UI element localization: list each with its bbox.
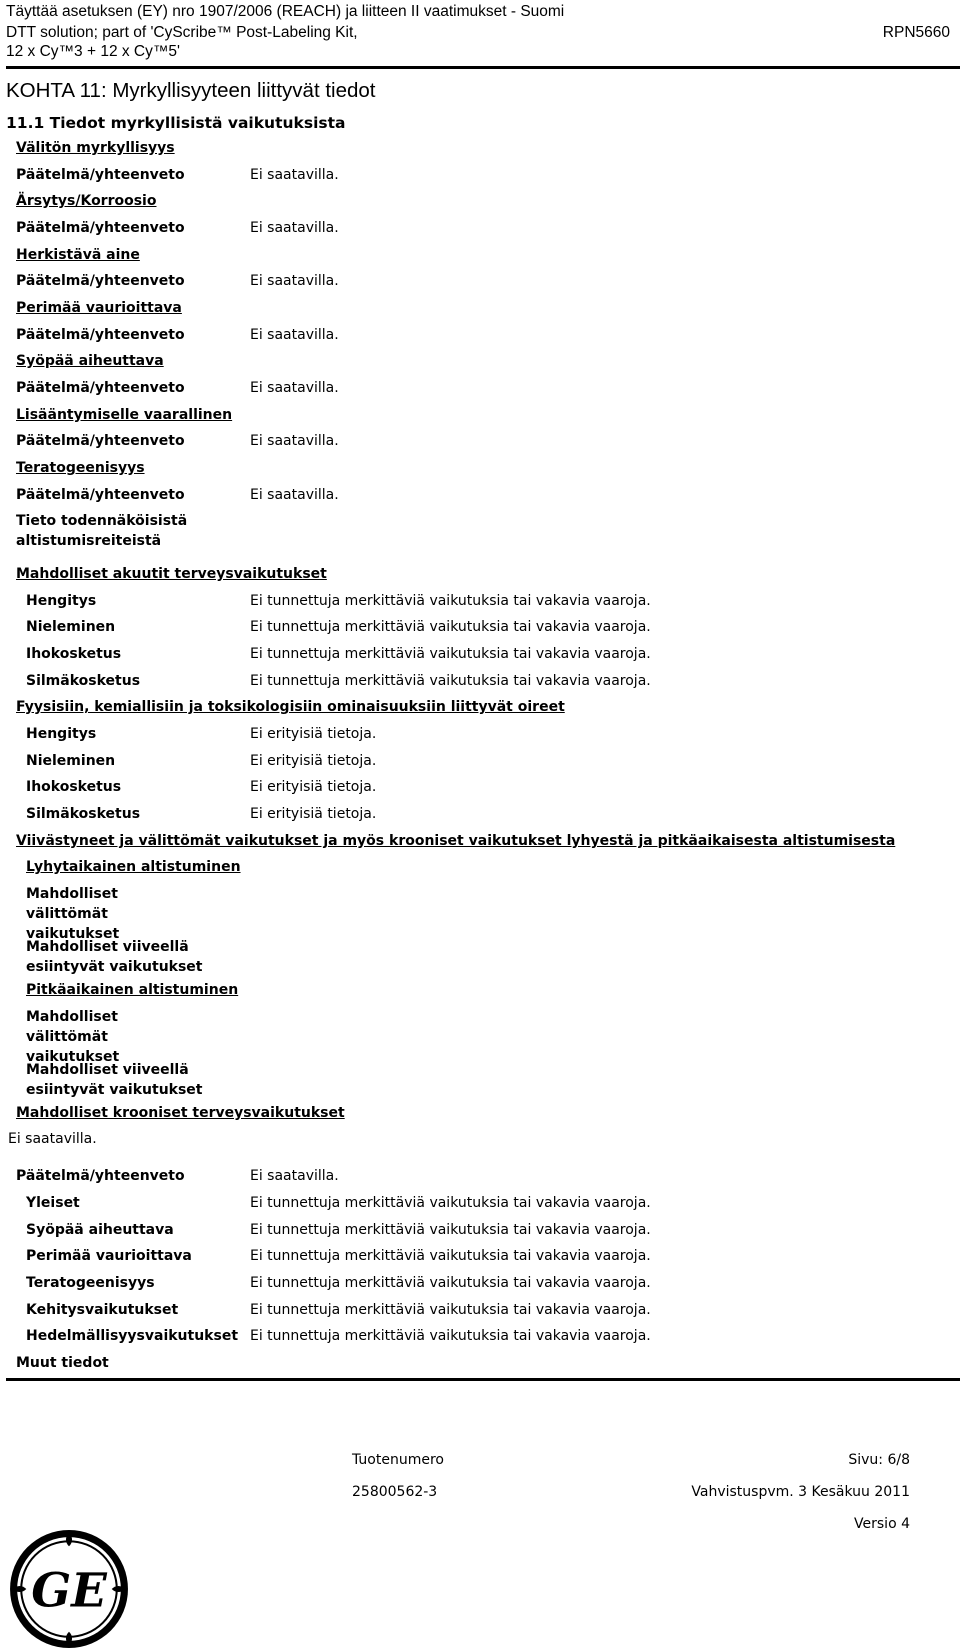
reproductive-summary-label: Päätelmä/yhteenveto	[16, 433, 185, 449]
sensitizer-heading: Herkistävä aine	[16, 247, 140, 263]
chronic-value: Ei tunnettuja merkittäviä vaikutuksia tai vakavia vaaroja.	[250, 1328, 651, 1344]
sensitizer-summary-value: Ei saatavilla.	[250, 273, 339, 289]
product-code: RPN5660	[882, 24, 950, 41]
teratogenicity-heading: Teratogeenisyys	[16, 460, 145, 476]
long-delayed-label: Mahdolliset viiveellä esiintyvät vaikutukset	[26, 1062, 203, 1098]
symptoms-label: Silmäkosketus	[26, 806, 141, 822]
acute-effects-label: Ihokosketus	[26, 646, 122, 662]
symptoms-label: Nieleminen	[26, 753, 116, 769]
approval-date: Vahvistuspvm. 3 Kesäkuu 2011	[691, 1484, 910, 1500]
carcinogenicity-summary-value: Ei saatavilla.	[250, 380, 339, 396]
symptoms-label: Hengitys	[26, 726, 97, 742]
symptoms-value: Ei erityisiä tietoja.	[250, 726, 377, 742]
chronic-note: Ei saatavilla.	[8, 1131, 97, 1147]
teratogenicity-summary-value: Ei saatavilla.	[250, 487, 339, 503]
other-info-label: Muut tiedot	[16, 1355, 109, 1371]
irritation-summary-value: Ei saatavilla.	[250, 220, 339, 236]
carcinogenicity-heading: Syöpää aiheuttava	[16, 353, 164, 369]
chronic-label: Kehitysvaikutukset	[26, 1302, 179, 1318]
irritation-heading: Ärsytys/Korroosio	[16, 193, 157, 209]
teratogenicity-summary-label: Päätelmä/yhteenveto	[16, 487, 185, 503]
chronic-label: Yleiset	[26, 1195, 80, 1211]
acute-toxicity-heading: Välitön myrkyllisyys	[16, 140, 175, 156]
acute-effects-label: Silmäkosketus	[26, 673, 141, 689]
chronic-summary-label: Päätelmä/yhteenveto	[16, 1168, 185, 1184]
irritation-summary-label: Päätelmä/yhteenveto	[16, 220, 185, 236]
subsection-title: 11.1 Tiedot myrkyllisistä vaikutuksista	[6, 114, 346, 132]
product-number: 25800562-3	[352, 1484, 438, 1500]
chronic-value: Ei tunnettuja merkittäviä vaikutuksia tai vakavia vaaroja.	[250, 1248, 651, 1264]
chronic-label: Hedelmällisyysvaikutukset	[26, 1328, 239, 1344]
chronic-effects-heading: Mahdolliset krooniset terveysvaikutukset	[16, 1105, 345, 1121]
chronic-value: Ei tunnettuja merkittäviä vaikutuksia tai vakavia vaaroja.	[250, 1222, 651, 1238]
section-title: KOHTA 11: Myrkyllisyyteen liittyvät tiedot	[6, 79, 376, 102]
acute-effects-heading: Mahdolliset akuutit terveysvaikutukset	[16, 566, 327, 582]
acute-effects-value: Ei tunnettuja merkittäviä vaikutuksia tai vakavia vaaroja.	[250, 646, 651, 662]
product-name-line2: 12 x Cy™3 + 12 x Cy™5'	[6, 43, 180, 60]
reproductive-heading: Lisääntymiselle vaarallinen	[16, 407, 233, 423]
acute-summary-value: Ei saatavilla.	[250, 167, 339, 183]
symptoms-heading: Fyysisiin, kemiallisiin ja toksikologisiin ominaisuuksiin liittyvät oireet	[16, 699, 565, 715]
mutagenicity-heading: Perimää vaurioittava	[16, 300, 182, 316]
symptoms-value: Ei erityisiä tietoja.	[250, 806, 377, 822]
short-immediate-label: Mahdolliset välittömät vaikutukset	[26, 886, 120, 942]
chronic-value: Ei tunnettuja merkittäviä vaikutuksia tai vakavia vaaroja.	[250, 1275, 651, 1291]
symptoms-label: Ihokosketus	[26, 779, 122, 795]
ge-logo-text: GE	[31, 1563, 107, 1619]
short-term-heading: Lyhytaikainen altistuminen	[26, 859, 241, 875]
chronic-value: Ei tunnettuja merkittäviä vaikutuksia tai vakavia vaaroja.	[250, 1195, 651, 1211]
carcinogenicity-summary-label: Päätelmä/yhteenveto	[16, 380, 185, 396]
exposure-routes-label: Tieto todennäköisistä altistumisreiteistä	[16, 513, 188, 549]
acute-effects-value: Ei tunnettuja merkittäviä vaikutuksia tai vakavia vaaroja.	[250, 673, 651, 689]
header-divider	[6, 66, 960, 69]
sensitizer-summary-label: Päätelmä/yhteenveto	[16, 273, 185, 289]
regulation-title: Täyttää asetuksen (EY) nro 1907/2006 (REACH) ja liitteen II vaatimukset - Suomi	[6, 3, 565, 20]
mutagenicity-summary-label: Päätelmä/yhteenveto	[16, 327, 185, 343]
version: Versio 4	[854, 1516, 910, 1532]
ge-logo	[8, 1528, 130, 1650]
symptoms-value: Ei erityisiä tietoja.	[250, 779, 377, 795]
chronic-summary-value: Ei saatavilla.	[250, 1168, 339, 1184]
mutagenicity-summary-value: Ei saatavilla.	[250, 327, 339, 343]
acute-effects-label: Nieleminen	[26, 619, 116, 635]
reproductive-summary-value: Ei saatavilla.	[250, 433, 339, 449]
long-term-heading: Pitkäaikainen altistuminen	[26, 982, 239, 998]
long-immediate-label: Mahdolliset välittömät vaikutukset	[26, 1009, 120, 1065]
symptoms-value: Ei erityisiä tietoja.	[250, 753, 377, 769]
page-number: Sivu: 6/8	[848, 1452, 910, 1468]
delayed-effects-heading: Viivästyneet ja välittömät vaikutukset ja myös krooniset vaikutukset lyhyestä ja pitkäaikaisesta altistumisesta	[16, 833, 896, 849]
acute-effects-value: Ei tunnettuja merkittäviä vaikutuksia tai vakavia vaaroja.	[250, 593, 651, 609]
chronic-label: Teratogeenisyys	[26, 1275, 155, 1291]
content-end-divider	[6, 1378, 960, 1381]
acute-summary-label: Päätelmä/yhteenveto	[16, 167, 185, 183]
chronic-value: Ei tunnettuja merkittäviä vaikutuksia tai vakavia vaaroja.	[250, 1302, 651, 1318]
acute-effects-label: Hengitys	[26, 593, 97, 609]
chronic-label: Syöpää aiheuttava	[26, 1222, 174, 1238]
acute-effects-value: Ei tunnettuja merkittäviä vaikutuksia tai vakavia vaaroja.	[250, 619, 651, 635]
product-number-label: Tuotenumero	[352, 1452, 444, 1468]
chronic-label: Perimää vaurioittava	[26, 1248, 192, 1264]
product-name-line1: DTT solution; part of 'CyScribe™ Post-Labeling Kit,	[6, 24, 358, 41]
short-delayed-label: Mahdolliset viiveellä esiintyvät vaikutukset	[26, 939, 203, 975]
